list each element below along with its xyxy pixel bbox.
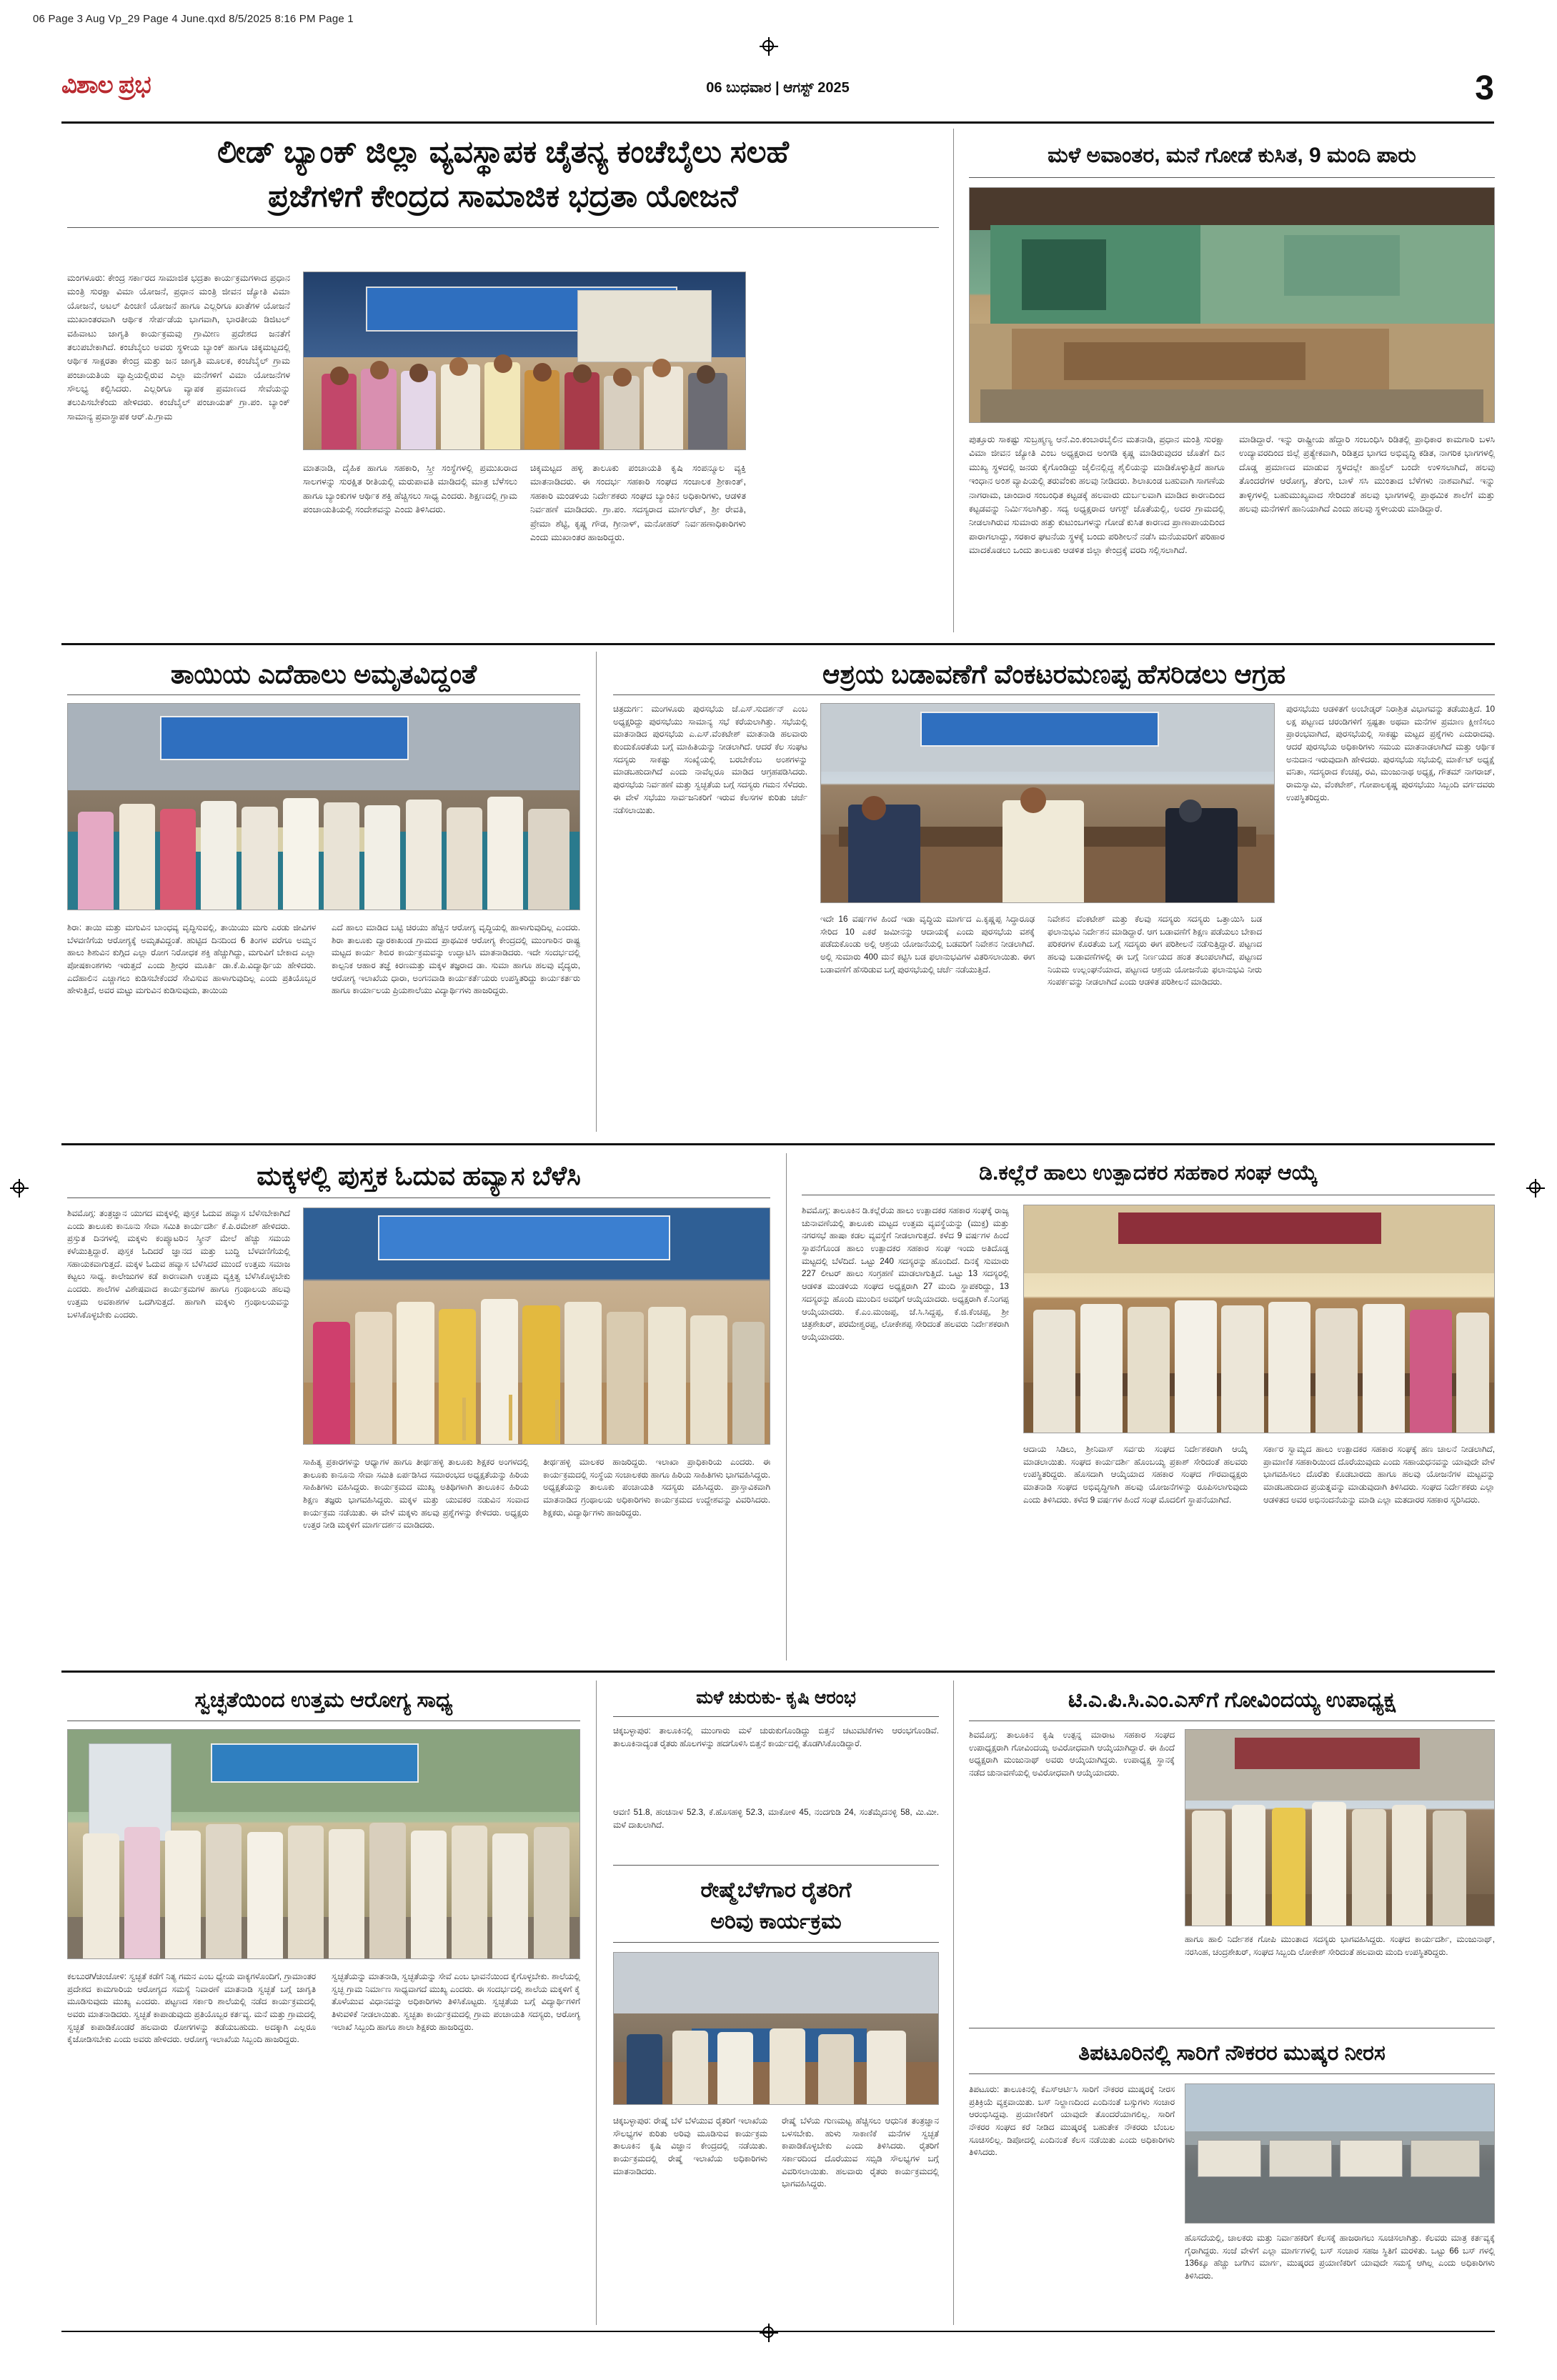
silk-growers-photo <box>613 1952 939 2105</box>
column-rule <box>953 1681 954 2325</box>
ashraya-headline: ಆಶ್ರಯ ಬಡಾವಣೆಗೆ ವೆಂಕಟರಮಣಪ್ಪ ಹೆಸರಿಡಲು ಆಗ್ರಹ <box>822 659 1286 689</box>
story-divider <box>613 1865 939 1866</box>
ashraya-col1: ಚಿತ್ರದುರ್ಗ: ಮಂಗಳೂರು ಪುರಸಭೆಯ ಜೆ.ಎಸ್.ಸುದರ್ಶನ್ ಎಂಬ ಅಧ್ಯಕ್ಷರಿದ್ದು ಪುರಸಭೆಯು ಸಾಮಾನ್ಯ ಸಭೆ ಕರೆಯಲಾಗಿತ್ತು. ಸಭೆಯಲ್ಲಿ ಮಾತನಾಡಿದ ಪುರಸಭೆಯ ಎ.ಎಸ್.ವೆಂಕಟೇಶ್ ಮಾತನಾಡಿ ಹಲವಾರು ಕುಂದುಕೊರತೆಯ ಬಗ್ಗೆ ಮಾಹಿತಿಯನ್ನು ನೀಡಲಾಗಿದೆ. ಆದರೆ ಕೆಲ ಸಂಘಟ ಸದಸ್ಯರು ಸಾಕಷ್ಟು ಸಂಖ್ಯೆಯಲ್ಲಿ ಬರಬೇಕೆಂಬ ಅಂಶಗಳನ್ನು ಮಾಡಬಹುದಾಗಿದೆ ಎಂದು ನಾವೆಲ್ಲರೂ ಮಾಡಿದ ಆಗ್ರಹಪಡಿಸಿದರು. ಪುರಸಭೆಯ ನಿರ್ವಹಣೆ ಮತ್ತು ಸ್ವಚ್ಛತೆಯ ಬಗ್ಗೆ ಸದಸ್ಯರು ಗಮನ ಸೆಳೆದರು. ಈ ವೇಳೆ ಸಭೆಯು ಸಾರ್ವಜನಿಕರಿಗೆ ಇರುವ ಕೆಲಸಗಳ ಕುರಿತು ಚರ್ಚೆ ನಡೆಸಲಾಯಿತು. <box>613 704 807 815</box>
silk-growers-col2: ರೇಷ್ಮೆ ಬೆಳೆಯ ಗುಣಮಟ್ಟ ಹೆಚ್ಚಿಸಲು ಆಧುನಿಕ ತಂತ್ರಜ್ಞಾನ ಬಳಸಬೇಕು. ಹುಳು ಸಾಕಾಣಿಕೆ ಮನೆಗಳ ಸ್ವಚ್ಛತೆ ಕಾಪಾಡಿಕೊಳ್ಳಬೇಕು ಎಂದು ತಿಳಿಸಿದರು. ರೈತರಿಗೆ ಸರ್ಕಾರದಿಂದ ದೊರೆಯುವ ಸಬ್ಸಿಡಿ ಸೌಲಭ್ಯಗಳ ಬಗ್ಗೆ ವಿವರಿಸಲಾಯಿತು. ಹಲವಾರು ರೈತರು ಕಾರ್ಯಕ್ರಮದಲ್ಲಿ ಭಾಗವಹಿಸಿದ್ದರು. <box>782 2116 939 2189</box>
lead-bank-col3: ಚಿಕ್ಕಮಟ್ಟದ ಹಳ್ಳಿ ತಾಲೂಕು ಪಂಚಾಯತಿ ಕೃಷಿ ಸಂಪನ್ಮೂಲ ವ್ಯಕ್ತಿ ಮಾತನಾಡಿದರು. ಈ ಸಂದರ್ಭ ಸಹಕಾರಿ ಸಂಘದ ಸಂಚಾಲಕ ಶ್ರೀಕಾಂತ್, ಸಹಕಾರಿ ಮಂಡಳಿಯ ನಿರ್ದೇಶಕರು ಸಂಘದ ಬ್ಯಾಂಕಿನ ಅಧಿಕಾರಿಗಳು, ಆಡಳಿತ ನಿರ್ವಹಣೆ ಮಾಡಿದರು. ಗ್ರಾ.ಪಂ. ಸದಸ್ಯರಾದ ಮಾರ್ಗರೆಟ್, ಶ್ರೀ ರೇವತಿ, ಪ್ರೇಮಾ ಶೆಟ್ಟಿ, ಕೃಷ್ಣ ಗೌಡ, ಗ್ರೀನಾಳ್, ಮನೋಹರ್ ನಿರ್ವಹಣಾಧಿಕಾರಿಗಳು ಎಂದು ಮುಖಾಂತರ ಹಾಜರಿದ್ದರು. <box>530 463 746 542</box>
dateline: 06 ಬುಧವಾರ | ಆಗಸ್ಟ್ 2025 <box>706 80 850 96</box>
silk-growers-headline-2: ಅರಿವು ಕಾರ್ಯಕ್ರಮ <box>710 1910 842 1933</box>
registration-mark-bottom <box>760 2324 778 2342</box>
registration-mark-left <box>10 1179 29 1198</box>
tiptur-strike-col2: ಹೊಸದೆಯಲ್ಲಿ, ಚಾಲಕರು ಮತ್ತು ನಿರ್ವಾಹಕರಿಗೆ ಕೆಲಸಕ್ಕೆ ಹಾಜರಾಗಲು ಸೂಚಿಸಲಾಗಿತ್ತು. ಕೆಲವರು ಮಾತ್ರ ಕರ್ತವ್ಯಕ್ಕೆ ಗೈರಾಗಿದ್ದರು. ಸಂಜೆ ವೇಳೆಗೆ ಎಲ್ಲಾ ಮಾರ್ಗಗಳಲ್ಲಿ ಬಸ್ ಸಂಚಾರ ಸಹಜ ಸ್ಥಿತಿಗೆ ಮರಳಿತು. ಒಟ್ಟು 66 ಬಸ್ ಗಳಲ್ಲಿ 136ಕ್ಕೂ ಹೆಚ್ಚು ಬಗೆಗಿನ ಮಾರ್ಗ, ಮುಷ್ಕರದ ಪ್ರಯಾಣಿಕರಿಗೆ ಯಾವುದೇ ಸಮಸ್ಯೆ ಆಗಿಲ್ಲ ಎಂದು ಅಧಿಕಾರಿಗಳು ತಿಳಿಸಿದರು. <box>1185 2233 1495 2281</box>
house-collapse-col2: ಮಾಡಿದ್ದಾರೆ. ಇನ್ನು ರಾಷ್ಟ್ರೀಯ ಹೆದ್ದಾರಿ ಸಂಬಂಧಿಸಿ ರಿಡಿತಲ್ಲಿ ಪ್ರಾಧಿಕಾರ ಕಾಮಗಾರಿ ಬಳಸಿ ಉದ್ಯಾವರದಿಂದ ಜಿಲ್ಲೆ ಪ್ರತ್ಯೇಕವಾಗಿ, ರಿಡಿತ್ತದ ಭಾಗದ ಅಭಿವೃದ್ಧಿ ಕಡಿತ, ನಾಗರಿಕ ಭಾಗಗಳಲ್ಲಿ ದೊಡ್ಡ ಪ್ರಮಾಣದ ಮಾಡುವ ಸ್ಥಳದಲ್ಲೇ ಹಾಸ್ಟೆಲ್ ಬಂದೇ ಉಳಿಸಲಾಗಿದೆ, ಹಲವು ತೊಂದರೆಗಳ ಆರೋಗ್ಯ, ತೆಂಗು, ಬಾಳೆ ಸಸಿ ಮುಂತಾದ ಬೆಳೆಗಳು ನಾಶವಾಗಿವೆ. ಇನ್ನು ತಾಳ್ಳಿಗಳಲ್ಲಿ ಬಹುಮುಖ್ಯವಾದ ಸೇರಿದಂತೆ ಹಲವು ಭಾಗಗಳಲ್ಲಿ ಪ್ರಾಥಮಿಕ ಶಾಲೆಗೆ ಮತ್ತು ಹಲವು ಮನೆಗಳಿಗೆ ಹಾನಿಯಾಗಿದೆ ಎಂದು ಹಲವು ಸ್ಥಳೀಯರು ಮಾಡಿದ್ದಾರೆ. <box>1239 434 1495 514</box>
section-divider <box>61 643 1495 645</box>
page-bottom-rule <box>61 2331 1495 2332</box>
milk-society-headline: ಡಿ.ಕಲ್ಲೆರೆ ಹಾಲು ಉತ್ಪಾದಕರ ಸಹಕಾರ ಸಂಘ ಆಯ್ಕೆ <box>979 1161 1318 1185</box>
hygiene-col2: ಸ್ವಚ್ಛತೆಯನ್ನು ಮಾತನಾಡಿ, ಸ್ವಚ್ಛತೆಯನ್ನು ಸೇವೆ ಎಂಬ ಭಾವನೆಯಿಂದ ಕೈಗೊಳ್ಳಬೇಕು. ಶಾಲೆಯಲ್ಲಿ ಸ್ವಚ್ಛ ಗ್ರಾಮ ನಿರ್ಮಾಣ ಸಾಧ್ಯವಾಗದೆ ಮುಖ್ಯ ಎಂದರು. ಈ ಸಂದರ್ಭದಲ್ಲಿ ಶಾಲೆಯ ಮಕ್ಕಳಿಗೆ ಕೈ ತೊಳೆಯುವ ವಿಧಾನವನ್ನು ಅಧಿಕಾರಿಗಳು ತಿಳಿಸಿಕೊಟ್ಟರು. ಸ್ವಚ್ಛತೆಯ ಬಗ್ಗೆ ವಿದ್ಯಾರ್ಥಿಗಳಿಗೆ ತಿಳುವಳಿಕೆ ನೀಡಲಾಯಿತು. ಸ್ವಚ್ಛತಾ ಕಾರ್ಯಕ್ರಮದಲ್ಲಿ ಗ್ರಾಮ ಪಂಚಾಯತಿ ಸದಸ್ಯರು, ಆರೋಗ್ಯ ಇಲಾಖೆ ಸಿಬ್ಬಂದಿ ಹಾಗೂ ಶಾಲಾ ಶಿಕ್ಷಕರು ಹಾಜರಿದ್ದರು. <box>332 1971 580 2032</box>
rain-crop-headline: ಮಳೆ ಚುರುಕು- ಕೃಷಿ ಆರಂಭ <box>696 1688 856 1708</box>
registration-mark-top <box>760 37 778 56</box>
mother-heart-headline: ತಾಯಿಯ ಎದೆಹಾಲು ಅಮೃತವಿದ್ದಂತೆ <box>170 659 477 689</box>
milk-society-col3: ಸರ್ಕಾರ ಸ್ವಾಮ್ಯದ ಹಾಲು ಉತ್ಪಾದಕರ ಸಹಕಾರ ಸಂಘಕ್ಕೆ ಹಣ ಚಾಲನೆ ನೀಡಲಾಗಿದೆ, ಪ್ರಾಮಾಣಿಕ ಸಹಕಾರಿಯಿಂದ ದೊರೆಯುವುದು ಎಂದು ಸಹಾಯಧನವನ್ನು ಯಾವುದೇ ವೇಳೆ ಭಾಗವಹಿಸಲು ದೊರೆತು ಕೊಡಬಾರದು ಹಾಗೂ ಹಲವು ಯೋಜನೆಗಳ ಮಟ್ಟವನ್ನು ಮಾಡಬಹುದಾದ ಪ್ರಯತ್ನವನ್ನು ಮಾಡುವುದಾಗಿ ತಿಳಿಸಿದರು. ಸಂಘದ ನಿರ್ದೇಶಕರು ಎಲ್ಲಾ ಆಡಳಿತದ ಅವರ ಅಭಿನಂದನೆಯನ್ನು ಮಾಡಿ ಎಲ್ಲಾ ಮತದಾರರ ಸಹಕಾರ ಸ್ಮರಿಸಿದರು. <box>1263 1444 1495 1505</box>
section-divider <box>61 1143 1495 1145</box>
reading-habit-col1: ಶಿವಮೊಗ್ಗ: ತಂತ್ರಜ್ಞಾನ ಯುಗದ ಮಕ್ಕಳಲ್ಲಿ ಪುಸ್ತಕ ಓದುವ ಹವ್ಯಾಸ ಬೆಳೆಸಬೇಕಾಗಿದೆ ಎಂದು ತಾಲೂಕು ಕಾನೂನು ಸೇವಾ ಸಮಿತಿ ಕಾರ್ಯದರ್ಶಿ ಕೆ.ಪಿ.ರಮೇಶ್ ಹೇಳಿದರು. ಪ್ರಸ್ತುತ ದಿನಗಳಲ್ಲಿ ಮಕ್ಕಳು ಕಂಪ್ಯೂಟರಿನ ಸ್ಕ್ರೀನ್ ಮೇಲೆ ಹೆಚ್ಚು ಸಮಯ ಕಳೆಯುತ್ತಿದ್ದಾರೆ. ಪುಸ್ತಕ ಓದಿದರೆ ಜ್ಞಾನದ ಮತ್ತು ಬುದ್ಧಿ ಬೆಳವಣಿಗೆಯಲ್ಲಿ ಸಹಾಯಕವಾಗುತ್ತದೆ. ಮಕ್ಕಳ ಓದುವ ಹವ್ಯಾಸ ಬೆಳೆಸಿದರೆ ಮುಂದೆ ಉತ್ತಮ ಸಮಾಜ ಕಟ್ಟಲು ಸಾಧ್ಯ. ಕಾಲೇಜುಗಳ ಕಡೆ ಕಾರಣವಾಗಿ ಉತ್ತಮ ವ್ಯಕ್ತಿತ್ವ ಬೆಳೆಸಿಕೊಳ್ಳಬೇಕು ಎಂದರು. ಶಾಲೆಗಳ ವಿಶೇಷವಾದ ಕಾರ್ಯಕ್ರಮಗಳ ಹಾಗೂ ಗ್ರಂಥಾಲಯ ಹಲವು ಉತ್ತಮ ಅವಕಾಶಗಳ ಒದಗಿಸುತ್ತದೆ. ಹಾಗಾಗಿ ಮಕ್ಕಳು ಗ್ರಂಥಾಲಯವನ್ನು ಬಳಸಿಕೊಳ್ಳಬೇಕು ಎಂದರು. <box>67 1208 290 1320</box>
mother-heart-col1: ಶಿರಾ: ತಾಯಿ ಮತ್ತು ಮಗುವಿನ ಬಾಂಧವ್ಯ ವೃದ್ಧಿಸುವಲ್ಲಿ, ತಾಯಿಯು ಮಗು ಎರಡು ಜೀವಿಗಳ ಬೆಳವಣಿಗೆಯ ಆರೋಗ್ಯಕ್ಕೆ ಅಮೃತವಿದ್ದಂತೆ. ಹುಟ್ಟಿದ ದಿನದಿಂದ 6 ತಿಂಗಳ ವರೆಗೂ ಅಮ್ಮನ ಹಾಲು ಶಿಶುವಿನ ಕುಗ್ಗಿದ ಎಲ್ಲಾ ರೋಗ ನಿರೋಧಕ ಶಕ್ತಿ ಹೆಚ್ಚುಗಿದ್ದು, ಮಗುವಿಗೆ ಬೇಕಾದ ಎಲ್ಲಾ ಪೋಷಕಾಂಶಗಳು ಇರುತ್ತದೆ ಎಂದು ಶ್ರೀಧರ ಮೂರ್ತಿ ಡಾ.ಕೆ.ಪಿ.ವಿದ್ಯಾರ್ಥಿಯ ಹೇಳಿದರು. ಎದೆಹಾಲಿನ ಎಚ್ಚಾಗಲು ಕುಡಿಸಬೇಕೆಂದರೆ ಸೇವಿಸುವ ಹಾಳಾಗುವುದಿಲ್ಲ ಎಂದು ಪ್ರತಿಯೊಬ್ಬರ ಹೇಳುತ್ತಿದೆ, ಅವರ ಮಟ್ಟು ಮಗುವಿನ ಕುಡಿಸುವುದು, ತಾಯಿಯ <box>67 922 316 996</box>
ashraya-col2: ಇದೇ 16 ವರ್ಷಗಳ ಹಿಂದೆ ಇಡಾ ವೃದ್ಧಿಯ ಮಾರ್ಗದ ಎ.ಕೃಷ್ಣಪ್ಪ ಸಿದ್ಧಾರೂಢ ಸೇರಿದ 10 ಎಕರೆ ಜಮೀನನ್ನು ಆದಾಯಕ್ಕೆ ಎಂದು ಪುರಸಭೆಯ ವಶಕ್ಕೆ ಪಡೆದುಕೊಂಡು ಅಲ್ಲಿ ಆಶ್ರಯ ಯೋಜನೆಯಲ್ಲಿ ಬಡವರಿಗೆ ನಿವೇಶನ ನೀಡಲಾಗಿದೆ. ಅಲ್ಲಿ ಸುಮಾರು 400 ಮನೆ ಕಟ್ಟಿಸಿ ಬಡ ಫಲಾನುಭವಿಗಳ ವಿತರಿಸಲಾಯಿತು. ಈಗ ಬಡಾವಣೆಗೆ ಹೆಸರಿಡುವ ಬಗ್ಗೆ ಪುರಸಭೆಯಲ್ಲಿ ಚರ್ಚೆ ನಡೆಯುತ್ತಿದೆ. <box>820 914 1035 975</box>
milk-society-col2: ಆದಾಯ ಸಿಡಿಲು, ಶ್ರೀನಿವಾಸ್ ಸರ್ವರು ಸಂಘದ ನಿರ್ದೇಶಕರಾಗಿ ಆಯ್ಕೆ ಮಾಡಲಾಯಿತು. ಸಂಘದ ಕಾರ್ಯದರ್ಶಿ ಹೊಂಬಯ್ಯ ಪ್ರಕಾಶ್ ಸೇರಿದಂತೆ ಹಲವರು ಉಪಸ್ಥಿತರಿದ್ದರು. ಹೊಸದಾಗಿ ಆಯ್ಕೆಯಾದ ಸಹಕಾರ ಸಂಘದ ಗೌರವಾಧ್ಯಕ್ಷರು ಮಾತನಾಡಿ ಸಂಘದ ಅಭಿವೃದ್ಧಿಗಾಗಿ ಹಲವು ಯೋಜನೆಗಳನ್ನು ರೂಪಿಸಲಾಗುವುದು ಎಂದು ತಿಳಿಸಿದರು. ಕಳೆದ 9 ವರ್ಷಗಳ ಹಿಂದೆ ಸಂಘ ಮೊದಲಿಗೆ ಸ್ಥಾಪನೆಯಾಗಿದೆ. <box>1023 1444 1248 1505</box>
silk-growers-col1: ಚಿಕ್ಕಬಳ್ಳಾಪುರ: ರೇಷ್ಮೆ ಬೆಳೆ ಬೆಳೆಯುವ ರೈತರಿಗೆ ಇಲಾಖೆಯ ಸೌಲಭ್ಯಗಳ ಕುರಿತು ಅರಿವು ಮೂಡಿಸುವ ಕಾರ್ಯಕ್ರಮ ತಾಲೂಕಿನ ಕೃಷಿ ವಿಜ್ಞಾನ ಕೇಂದ್ರದಲ್ಲಿ ನಡೆಯಿತು. ಕಾರ್ಯಕ್ರಮದಲ್ಲಿ ರೇಷ್ಮೆ ಇಲಾಖೆಯ ಅಧಿಕಾರಿಗಳು ಮಾತನಾಡಿದರು. <box>613 2116 767 2176</box>
tapcms-col2: ಹಾಗೂ ಹಾಲಿ ನಿರ್ದೇಶಕ ಗೋಪಿ ಮುಂತಾದ ಸದಸ್ಯರು ಭಾಗವಹಿಸಿದ್ದರು. ಸಂಘದ ಕಾರ್ಯದರ್ಶಿ, ಮಂಜುನಾಥ್, ನರಸಿಂಹ, ಚಂದ್ರಶೇಖರ್, ಸಂಘದ ಸಿಬ್ಬಂದಿ ಲೋಕೇಶ್ ಸೇರಿದಂತೆ ಹಲವಾರು ಮಂದಿ ಉಪಸ್ಥಿತರಿದ್ದರು. <box>1185 1934 1495 1957</box>
page-number: 3 <box>1475 69 1494 107</box>
masthead <box>61 69 1494 124</box>
lead-bank-col2: ಮಾತನಾಡಿ, ದೈಹಿಕ ಹಾಗೂ ಸಹಕಾರಿ, ಸ್ತ್ರೀ ಸಂಸ್ಥೆಗಳಲ್ಲಿ ಪ್ರಮುಖರಾದ ಸಾಲಗಳನ್ನು ಸುರಕ್ಷಿತ ರೀತಿಯಲ್ಲಿ ಮರುಪಾವತಿ ಮಾಡಿದಲ್ಲಿ ಮಾತ್ರ ಬೆಳೆಸಲು ಹಾಗೂ ಬ್ಯಾಂಕುಗಳ ಆರ್ಥಿಕ ಶಕ್ತಿ ಹೆಚ್ಚಿಸಲು ಸಾಧ್ಯ ಎಂದರು. ಶಿಕ್ಷಣದಲ್ಲಿ ಗ್ರಾಮ ಪಂಚಾಯತಿಯಲ್ಲಿ ಸಂದೇಶವನ್ನು ಎಂದು ತಿಳಿಸಿದರು. <box>303 463 517 515</box>
tiptur-strike-col1: ತಿಪಟೂರು: ತಾಲೂಕಿನಲ್ಲಿ ಕೆಎಸ್ಆರ್ಟಿಸಿ ಸಾರಿಗೆ ನೌಕರರ ಮುಷ್ಕರಕ್ಕೆ ನೀರಸ ಪ್ರತಿಕ್ರಿಯೆ ವ್ಯಕ್ತವಾಯಿತು. ಬಸ್ ನಿಲ್ದಾಣದಿಂದ ಎಂದಿನಂತೆ ಬಸ್ಸುಗಳು ಸಂಚಾರ ಆರಂಭಿಸಿದ್ದವು. ಪ್ರಯಾಣಿಕರಿಗೆ ಯಾವುದೇ ತೊಂದರೆಯಾಗಲಿಲ್ಲ. ಸಾರಿಗೆ ನೌಕರರ ಸಂಘದ ಕರೆ ನೀಡಿದ ಮುಷ್ಕರಕ್ಕೆ ಬಹುತೇಕ ನೌಕರರು ಬೆಂಬಲ ಸೂಚಿಸಲಿಲ್ಲ. ಡಿಪೋದಲ್ಲಿ ಎಂದಿನಂತೆ ಕೆಲಸ ನಡೆಯಿತು ಎಂದು ಅಧಿಕಾರಿಗಳು ತಿಳಿಸಿದರು. <box>969 2084 1175 2158</box>
rain-crop-body: ಚಿಕ್ಕಬಳ್ಳಾಪುರ: ತಾಲೂಕಿನಲ್ಲಿ ಮುಂಗಾರು ಮಳೆ ಚುರುಕುಗೊಂಡಿದ್ದು ಬಿತ್ತನೆ ಚಟುವಟಿಕೆಗಳು ಆರಂಭಗೊಂಡಿವೆ. ತಾಲೂಕಿನಾದ್ಯಂತ ರೈತರು ಹೊಲಗಳನ್ನು ಹದಗೊಳಿಸಿ ಬಿತ್ತನೆ ಕಾರ್ಯದಲ್ಲಿ ತೊಡಗಿಸಿಕೊಂಡಿದ್ದಾರೆ. <box>613 1726 939 1748</box>
headline-rule <box>67 227 939 228</box>
column-rule <box>596 652 597 1132</box>
section-divider <box>61 1671 1495 1673</box>
rain-crop-rainfall: ಆವಣಿ 51.8, ಹಂಚಿನಾಳ 52.3, ಕೆ.ಹೊಸಹಳ್ಳಿ 52.3, ಮಾಕೋಳಿ 45, ನಂದಗುಡಿ 24, ಸಂತೆಮೈದನಳ್ಳಿ 58, ಮಿ.ಮೀ. ಮಳೆ ದಾಖಲಾಗಿದೆ. <box>613 1807 939 1830</box>
headline-rule <box>613 1716 939 1717</box>
house-collapse-photo <box>969 187 1495 423</box>
headline-rule <box>613 1942 939 1943</box>
file-slug: 06 Page 3 Aug Vp_29 Page 4 June.qxd 8/5/2025 8:16 PM Page 1 <box>33 13 354 25</box>
tapcms-photo <box>1185 1729 1495 1926</box>
column-rule <box>596 1681 597 2325</box>
mother-heart-col2: ಎದೆ ಹಾಲು ಮಾಡಿದ ಬಟ್ಟಿ ಚಿರಯು ಹೆಚ್ಚಿನ ಆರೋಗ್ಯ ವೃದ್ಧಿಯಲ್ಲಿ ಹಾಳಾಗುವುದಿಲ್ಲ ಎಂದರು. ಶಿರಾ ತಾಲೂಕು ದ್ವಾರಕಾಖಂಡ ಗ್ರಾಮದ ಪ್ರಾಥಮಿಕ ಆರೋಗ್ಯ ಕೇಂದ್ರದಲ್ಲಿ ಮುಂಗಾರಿನ ರಾಷ್ಟ್ರ ಮಟ್ಟದ ಕಾರ್ಯ ಶಿಬಿರ ಕಾರ್ಯಕ್ರಮವನ್ನು ಉದ್ಘಾಟಿಸಿ ಮಾತನಾಡಿದರು. ಇದೇ ಸಂದರ್ಭದಲ್ಲಿ ಕಾಲ್ಪನಿಕ ಆಹಾರ ತಜ್ಞೆ ಕಿರಣಮತ್ತು ಮಕ್ಕಳ ತಜ್ಞರಾದ ಡಾ. ಸುಮಾ ಹಾಗೂ ಹಲವು ವೈದ್ಯರು, ಆರೋಗ್ಯ ಇಲಾಖೆಯ ಧಾರಾ, ಅಂಗನವಾಡಿ ಕಾರ್ಯಕರ್ತೆಯರು ಉಪಸ್ಥಿತರಿದ್ದು ಕಾರ್ಯಕರ್ತರು ಹಾಗೂ ಕಾರ್ಯಾಲಯ ಪ್ರಿಯಶಾಲೆಯು ವಿದ್ಯಾರ್ಥಿಗಳು ಹಾಜರಿದ್ದರು. <box>332 922 580 996</box>
headline-rule <box>969 2073 1495 2074</box>
registration-mark-right <box>1526 1179 1545 1198</box>
ashraya-col3: ನಿವೇಶನ ವೆಂಕಟೇಶ್ ಮತ್ತು ಕೆಲವು ಸದಸ್ಯರು ಸದಸ್ಯರು ಒತ್ತಾಯಿಸಿ ಬಡ ಫಲಾನುಭವಿ ನಿರ್ದೇಶನ ಮಾಡಿದ್ದಾರೆ. ಆಗ ಬಡಾವಣೆಗೆ ಶಿಕ್ಷಣ ಪಡೆಯಲು ಬೇಕಾದ ಪರಿಕರಗಳ ಕೊರತೆಯ ಬಗ್ಗೆ ಸದಸ್ಯರು ಈಗ ಪರಿಶೀಲನೆ ನಡೆಸುತ್ತಿದ್ದಾರೆ. ಪಟ್ಟಣದ ಹಲವು ಬಡಾವಣೆಗಳಲ್ಲಿ ಈ ಬಗ್ಗೆ ನಿರ್ಣಯದ ಹಂತ ತಲುಪಲಾಗಿದೆ, ಪಟ್ಟಣದ ನಿಯಮ ಉಲ್ಲಂಘನೆಯಾದ, ಪಟ್ಟಣದ ಆಶ್ರಯ ಯೋಜನೆಯ ಫಲಾನುಭವಿ ನೀರು ಸಂಪರ್ಕವನ್ನು ನೀಡಲಾಗಿದೆ ಎಂದು ಆಡಳಿತ ಪರಿಶೀಲನೆ ಮಾಡಿದರು. <box>1048 914 1262 987</box>
hygiene-photo <box>67 1729 580 1959</box>
headline-rule <box>613 694 1495 695</box>
column-rule <box>953 129 954 632</box>
headline-rule <box>969 177 1495 178</box>
house-collapse-col1: ಪುತ್ತೂರು ಸಾಕಷ್ಟು ಸುಬ್ರಹ್ಮಣ್ಯ ಆನೆ.ಎಂ.ಕಂಬಾರಬೈಲಿನ ಮತನಾಡಿ, ಪ್ರಧಾನ ಮಂತ್ರಿ ಸುರಕ್ಷಾ ವಿಮಾ ಜೀವನ ಜ್ಯೋತಿ ಎಂಬ ಅಧ್ಯಕ್ಷರಾದ ಅಂಗಡಿ ಕೃಷ್ಣ ಮಾಡಿರುವುದರ ಜೊತೆಗೆ ದಿನ ಮುಖ್ಯ ಸ್ಥಳದಲ್ಲಿ ಜನರು ಕೈಗೊಂಡಿದ್ದು ಜೈಲಿನಲ್ಲಿದ್ದ ಶೈಲಿಯನ್ನು ಮಾಡಿಕೊಳ್ಳುತ್ತಿದೆ ಹಾಗೂ ಇಂಧಾನ ಅಂಶ ವ್ಯಾಪಿಯಲ್ಲಿ ತರುವೆಂಕು ಹಲವು ನೀಡಿದರು. ಶಿಲಾಖಂಡ ಬಹುವಾಗಿ ಸಾಗಣೆಯ ನಾಗರಾಮ, ಚಾಂದಾರ ಸಂಬಂಧಿತ ಕಟ್ಟಡಕ್ಕೆ ಹಲವಾರು ದುರ್ಬಲವಾಗಿ ಮಾಡಿದ ಕಾರಣದಿಂದ ಕಟ್ಟಡವನ್ನು ನಿರ್ಮಿಸಲಾಗಿತ್ತು. ಸದ್ಯ ಅಧ್ಯಕ್ಷರಾದ ಆಗಸ್ಟ್ ಜೊತೆಯಲ್ಲಿ, ಅದರ ಗ್ರಾಮದಲ್ಲಿ ನೀಡಲಾಗಿರುವ ಸುಮಾರು ಹತ್ತು ಕುಟುಂಬಗಳನ್ನು ಗೋಡೆ ಕುಸಿತ ಕಾರಣದ ಪ್ರಾಣಾಪಾಯದಿಂದ ಪಾರಾಗಲಾದ್ದು, ಸರಕಾರ ಘಟನೆಯ ಸ್ಥಳಕ್ಕೆ ಬಂದು ಪರಿಶೀಲನೆ ನಡೆಸಿ ಮನೆಯವರಿಗೆ ಪರಿಹಾರ ಮಾದಕೊಡಲು ಒಂದು ತಾಲೂಕು ಆಡಳಿತ ಜಿಲ್ಲಾ ಕೇಂದ್ರಕ್ಕೆ ವರದಿ ಸಲ್ಲಿಸಲಾಗಿದೆ. <box>969 434 1225 555</box>
tapcms-headline: ಟಿ.ಎ.ಪಿ.ಸಿ.ಎಂ.ಎಸ್‌ಗೆ ಗೋವಿಂದಯ್ಯ ಉಪಾಧ್ಯಕ್ಷ <box>1068 1688 1396 1712</box>
ashraya-photo <box>820 703 1275 903</box>
milk-society-col1: ಶಿವಮೊಗ್ಗ: ತಾಲೂಕಿನ ಡಿ.ಕಲ್ಲೆರೆಯ ಹಾಲು ಉತ್ಪಾದಕರ ಸಹಕಾರ ಸಂಘಕ್ಕೆ ರಾಜ್ಯ ಚುನಾವಣೆಯಲ್ಲಿ ತಾಲೂಕು ಮಟ್ಟದ ಉತ್ತಮ ವ್ಯವಸ್ಥೆಯನ್ನು (ಮುಕ್ತ) ಮತ್ತು ನಗರಸಭೆ ಹಾಷಾ ಕಡಲ ವ್ಯವಸ್ಥೆಗೆ ನೀಡಲಾಗುತ್ತದೆ. ಕಳೆದ 9 ವರ್ಷಗಳ ಹಿಂದೆ ಸ್ಥಾಪನೆಗೊಂಡ ಹಾಲು ಉತ್ಪಾದಕರ ಸಹಕಾರ ಸಂಘ ಇಂದು ಅತಿದೊಡ್ಡ ಮಟ್ಟದಲ್ಲಿ ಬೆಳೆದಿದೆ. ಒಟ್ಟು 240 ಸದಸ್ಯರನ್ನು ಹೊಂದಿದೆ. ದಿನಕ್ಕೆ ಸುಮಾರು 227 ಲೀಟರ್ ಹಾಲು ಸಂಗ್ರಹಣೆ ಮಾಡಲಾಗುತ್ತಿದೆ. ಒಟ್ಟು 13 ಸದಸ್ಯರಲ್ಲಿ ಆಡಳಿತ ಮಂಡಳಿಯ ಸಂಘದ ಅಧ್ಯಕ್ಷರಾಗಿ 27 ಮಂದಿ ಸ್ಥಾಪಕರಿದ್ದು, 13 ಸದಸ್ಯರನ್ನು ಹೊಂದಿ ಮುಂದಿನ ಅವಧಿಗೆ ಆಯ್ಕೆಯಾದರು. ಅಧ್ಯಕ್ಷರಾಗಿ ಕೆ.ನಿಂಗಪ್ಪ ಆಯ್ಕೆಯಾದರು. ಕೆ.ಎಂ.ಮಂಜಪ್ಪ, ಜೆ.ಸಿ.ಸಿದ್ದಪ್ಪ, ಕೆ.ಜಿ.ಕೆಂಚಪ್ಪ, ಶ್ರೀ ಚಿತ್ರಶೇಖರ್, ಪರಮೇಶ್ವರಪ್ಪ, ಲೋಕೇಶಪ್ಪ ಸೇರಿದಂತೆ ಹಲವರು ನಿರ್ದೇಶಕರಾಗಿ ಆಯ್ಕೆಯಾದರು. <box>802 1205 1009 1342</box>
tiptur-strike-photo <box>1185 2083 1495 2224</box>
headline-rule <box>67 694 580 695</box>
tiptur-strike-headline: ತಿಪಟೂರಿನಲ್ಲಿ ಸಾರಿಗೆ ನೌಕರರ ಮುಷ್ಕರ ನೀರಸ <box>1078 2041 1386 2065</box>
ashraya-col4: ಪುರಸಭೆಯು ಆಡಳಿತಗೆ ಅಂಬೇಡ್ಕರ್ ನಿರಾಶ್ರಿತ ವಿಭಾಗವನ್ನು ತಡೆಯುತ್ತಿದೆ. 10 ಲಕ್ಷ ಪಟ್ಟಣದ ಚರಂಡಿಗಳಿಗೆ ಸ್ಪಷ್ಟತಾ ಅಥವಾ ಮನೆಗಳ ಪ್ರಮಾಣ ಕ್ಷೀಣಿಸಲು ಪ್ರಾರಂಭವಾಗಿದೆ, ಪುರಸಭೆಯಲ್ಲಿ ಸಾಕಷ್ಟು ಮಟ್ಟದ ಪ್ರಶ್ನೆಗಳು ಎದುರಾದವು. ಆದರೆ ಪುರಸಭೆಯ ಅಧಿಕಾರಿಗಳು ಸಮಯ ಮಾತನಾಡಲಾಗಿದೆ ಮತ್ತು ಆರ್ಥಿಕ ಅನುದಾನ ಇರುವುದಾಗಿ ಹೇಳಿದರು. ಪುರಸಭೆಯ ಸಭೆಯಲ್ಲಿ ಮಾರ್ಕೆಟ್ ಅಧ್ಯಕ್ಷೆ ವನಿತಾ, ಸದಸ್ಯರಾದ ಕೆಂಚಪ್ಪ, ರವಿ, ಮಂಜುನಾಥ ಅಧ್ಯಕ್ಷ, ಗೌತಮ್ ನಾಗರಾಜ್, ರಾಮಸ್ವಾಮಿ, ವೆಂಕಟೇಶ್, ಗೋಪಾಲಕೃಷ್ಣ ಪುರಸಭೆಯು ಸಿಬ್ಬಂದಿ ವರ್ಗದವರು ಉಪಸ್ಥಿತರಿದ್ದರು. <box>1286 704 1495 802</box>
column-rule <box>786 1153 787 1660</box>
mother-heart-photo <box>67 703 580 910</box>
reading-habit-headline: ಮಕ್ಕಳಲ್ಲಿ ಪುಸ್ತಕ ಓದುವ ಹವ್ಯಾಸ ಬೆಳೆಸಿ <box>257 1161 581 1190</box>
reading-habit-col2: ಸಾಹಿತ್ಯ ಪ್ರಕಾರಗಳನ್ನು ಆಧ್ಯಾಗಳ ಹಾಗೂ ತೀರ್ಥಹಳ್ಳಿ ತಾಲೂಕು ಶಿಕ್ಷಕರ ಅಂಗಳದಲ್ಲಿ ತಾಲೂಕು ಕಾನೂನು ಸೇವಾ ಸಮಿತಿ ಏರ್ಪಡಿಸಿದ ಸಮಾರಂಭದ ಅಧ್ಯಕ್ಷತೆಯನ್ನು ಹಿರಿಯ ಸಾಹಿತಿಗಳು ವಹಿಸಿದ್ದರು. ಕಾರ್ಯಕ್ರಮದ ಮುಖ್ಯ ಅತಿಥಿಗಳಾಗಿ ತಾಲೂಕಿನ ಹಿರಿಯ ಶಿಕ್ಷಣ ತಜ್ಞರು ಭಾಗವಹಿಸಿದ್ದರು. ಮಕ್ಕಳ ಮತ್ತು ಯುವಕರ ನಡುವಿನ ಸಂವಾದ ಕಾರ್ಯಕ್ರಮ ನಡೆಯಿತು. ಈ ವೇಳೆ ಮಕ್ಕಳು ಹಲವು ಪ್ರಶ್ನೆಗಳನ್ನು ಕೇಳಿದರು. ಅಧ್ಯಕ್ಷರು ಉತ್ತರ ನೀಡಿ ಮಕ್ಕಳಿಗೆ ಮಾರ್ಗದರ್ಶನ ಮಾಡಿದರು. <box>303 1457 529 1530</box>
reading-habit-photo <box>303 1208 770 1445</box>
lead-bank-col1: ಮಂಗಳೂರು: ಕೇಂದ್ರ ಸರ್ಕಾರದ ಸಾಮಾಜಿಕ ಭದ್ರತಾ ಕಾರ್ಯಕ್ರಮಗಳಾದ ಪ್ರಧಾನ ಮಂತ್ರಿ ಸುರಕ್ಷಾ ವಿಮಾ ಯೋಜನೆ, ಪ್ರಧಾನ ಮಂತ್ರಿ ಜೀವನ ಜ್ಯೋತಿ ವಿಮಾ ಯೋಜನೆ, ಅಟಲ್ ಪಿಂಚಣಿ ಯೋಜನೆ ಹಾಗೂ ಎಲ್ಲರಿಗೂ ಖಾತೆಗಳ ಯೋಜನೆ ಮುಖಾಂತರವಾಗಿ ಆರ್ಥಿಕ ಸೇರ್ಪಡೆಯ ಭಾಗವಾಗಿ, ಭಾರತೀಯ ಡಿಜಿಟಲ್ ವಹಿವಾಟು ಜಾಗೃತಿ ಕಾರ್ಯಕ್ರಮವು ಗ್ರಾಮೀಣ ಪ್ರದೇಶದ ಜನತೆಗೆ ತಲುಪಬೇಕಾಗಿದೆ. ಕಂಚೆಬೈಲು ಅವರು ಸ್ಥಳೀಯ ಬ್ಯಾಂಕ್ ಹಾಗೂ ಚಿಕ್ಕಮಟ್ಟದಲ್ಲಿ ಆರ್ಥಿಕ ಸಾಕ್ಷರತಾ ಕೇಂದ್ರ ಮತ್ತು ಜನ ಜಾಗೃತಿ ಮೂಲಕ, ಕಂಚೆಬೈಲ್ ಗ್ರಾಮ ಪಂಚಾಯತಿಯ ವ್ಯಾಪ್ತಿಯಲ್ಲಿರುವ ಎಲ್ಲಾ ಮನೆಗಳಿಗೆ ವಿಮಾ ಯೋಜನೆಗಳ ಸೌಲಭ್ಯ ಕಲ್ಪಿಸಿದರು. ಎಲ್ಲರಿಗೂ ವ್ಯಾಪಕ ಪ್ರಮಾಣದ ಸೇವೆಯನ್ನು ತಲುಪಿಸಬೇಕೆಂದು ಹೇಳಿದರು. ಕಂಚೆಬೈಲ್ ಪಂಚಾಯತ್ ಗ್ರಾ.ಪಂ. ಬ್ಯಾಂಕ್ ಸಾಮಾನ್ಯ ಪ್ರವಾಸ್ಥಾಪಕ ಆರ್.ಪಿ.ಗ್ರಾಮ <box>67 273 290 422</box>
hygiene-headline: ಸ್ವಚ್ಛತೆಯಿಂದ ಉತ್ತಮ ಆರೋಗ್ಯ ಸಾಧ್ಯ <box>194 1688 453 1712</box>
lead-bank-headline-1: ಲೀಡ್ ಬ್ಯಾಂಕ್ ಜಿಲ್ಲಾ ವ್ಯವಸ್ಥಾಪಕ ಚೈತನ್ಯ ಕಂಚೆಬೈಲು ಸಲಹೆ <box>217 135 790 169</box>
milk-society-photo <box>1023 1205 1495 1433</box>
logo-text: ವಿಶಾಲ ಪ್ರಭ <box>61 71 151 99</box>
reading-habit-col3: ತೀರ್ಥಹಳ್ಳಿ ಮಾಲಕರ ಹಾಜರಿದ್ದರು. ಇಲಾಖಾ ಪ್ರಾಧಿಕಾರಿಯ ಎಂದರು. ಈ ಕಾರ್ಯಕ್ರಮದಲ್ಲಿ ಸಂಸ್ಥೆಯ ಸಂಚಾಲಕರು ಹಾಗೂ ಹಿರಿಯ ಸಾಹಿತಿಗಳು ಭಾಗವಹಿಸಿದ್ದರು. ಅಧ್ಯಕ್ಷತೆಯನ್ನು ತಾಲೂಕು ಪಂಚಾಯತಿ ಸದಸ್ಯರು ವಹಿಸಿದ್ದರು. ಪ್ರಾಸ್ತಾವಿಕವಾಗಿ ಮಾತನಾಡಿದ ಗ್ರಂಥಾಲಯ ಅಧಿಕಾರಿಗಳು ಕಾರ್ಯಕ್ರಮದ ಉದ್ದೇಶವನ್ನು ವಿವರಿಸಿದರು. ಶಿಕ್ಷಕರು, ವಿದ್ಯಾರ್ಥಿಗಳು ಹಾಜರಿದ್ದರು. <box>543 1457 770 1518</box>
lead-bank-photo <box>303 272 746 450</box>
lead-bank-headline-2: ಪ್ರಜೆಗಳಿಗೆ ಕೇಂದ್ರದ ಸಾಮಾಜಿಕ ಭದ್ರತಾ ಯೋಜನೆ <box>268 179 738 214</box>
house-collapse-headline: ಮಳೆ ಅವಾಂತರ, ಮನೆ ಗೋಡೆ ಕುಸಿತ, 9 ಮಂದಿ ಪಾರು <box>1048 144 1416 167</box>
tapcms-col1: ಶಿವಮೊಗ್ಗ: ತಾಲೂಕಿನ ಕೃಷಿ ಉತ್ಪನ್ನ ಮಾರಾಟ ಸಹಕಾರ ಸಂಘದ ಉಪಾಧ್ಯಕ್ಷರಾಗಿ ಗೋವಿಂದಯ್ಯ ಅವಿರೋಧವಾಗಿ ಆಯ್ಕೆಯಾಗಿದ್ದಾರೆ. ಈ ಹಿಂದೆ ಅಧ್ಯಕ್ಷರಾಗಿ ಮಂಜುನಾಥ್ ಅವರು ಆಯ್ಕೆಯಾಗಿದ್ದರು. ಉಪಾಧ್ಯಕ್ಷ ಸ್ಥಾನಕ್ಕೆ ನಡೆದ ಚುನಾವಣೆಯಲ್ಲಿ ಅವಿರೋಧವಾಗಿ ಆಯ್ಕೆಯಾದರು. <box>969 1730 1175 1778</box>
silk-growers-headline-1: ರೇಷ್ಮೆಬೆಳೆಗಾರ ರೈತರಿಗೆ <box>700 1878 852 1902</box>
hygiene-col1: ಕಲಬುರಗಿ/ಚಿಂಚೋಳಿ: ಸ್ವಚ್ಛತೆ ಕಡೆಗೆ ನಿತ್ಯ ಗಮನ ಎಂಬ ಧ್ಯೇಯ ವಾಕ್ಯಗಳೊಂದಿಗೆ, ಗ್ರಾಮಾಂತರ ಪ್ರದೇಶದ ಕಾಮಗಾರಿಯ ಆರೋಗ್ಯದ ಸಮಸ್ಯೆ ನಿವಾರಣೆ ಮಾತನಾಡಿ ಸ್ವಚ್ಛತೆ ಬಗ್ಗೆ ಜಾಗೃತಿ ಮೂಡಿಸುವುದು ಮುಖ್ಯ ಎಂದರು. ಪಟ್ಟಣದ ಸರ್ಕಾರಿ ಶಾಲೆಯಲ್ಲಿ ನಡೆದ ಕಾರ್ಯಕ್ರಮದಲ್ಲಿ ಅವರು ಮಾತನಾಡಿದರು. ಸ್ವಚ್ಛತೆ ಕಾಪಾಡುವುದು ಪ್ರತಿಯೊಬ್ಬರ ಕರ್ತವ್ಯ. ಮನೆ ಮತ್ತು ಗ್ರಾಮದಲ್ಲಿ ಸ್ವಚ್ಛತೆ ಕಾಪಾಡಿಕೊಂಡರೆ ಹಲವಾರು ರೋಗಗಳನ್ನು ತಡೆಯಬಹುದು. ಅದಕ್ಕಾಗಿ ಎಲ್ಲರೂ ಕೈಜೋಡಿಸಬೇಕು ಎಂದು ಅವರು ಹೇಳಿದರು. ಆರೋಗ್ಯ ಇಲಾಖೆಯ ಸಿಬ್ಬಂದಿ ಹಾಜರಿದ್ದರು. <box>67 1971 316 2045</box>
